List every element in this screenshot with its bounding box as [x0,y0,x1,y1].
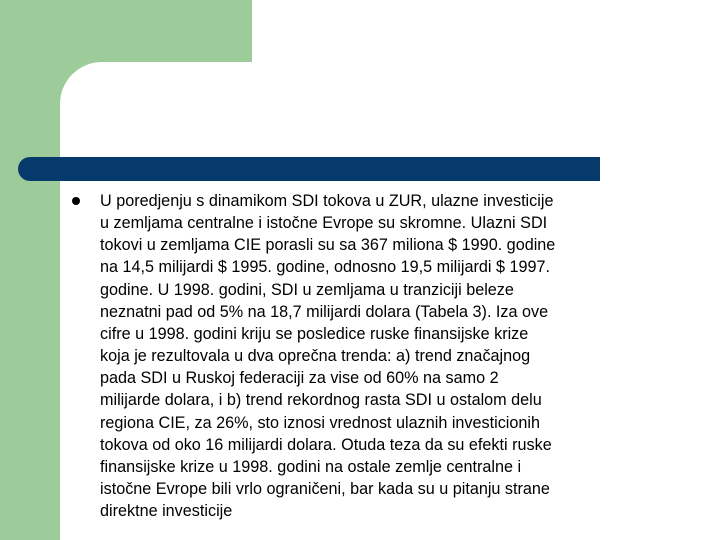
title-bar [18,157,600,181]
bullet-item [72,190,672,522]
bullet-dot-icon [72,197,80,205]
slide-content [72,190,672,522]
bullet-text: U poredjenju s dinamikom SDI tokova u ZUR, ulazne investicije u zemljama centralne i istočne Evrope su skromne. Ulazni SDI tokovi u zemljama CIE porasli su sa 367 miliona $ 1990. godine na 14,5 milijardi $ 1995. godine, odnosno 19,5 milijardi $ 1997. godine. U 1998. godini, SDI u zemljama u tranziciji beleze neznatni pad od 5% na 18,7 milijardi dolara (Tabela 3). Iza ove cifre u 1998. godini kriju se posledice ruske finansijske krize koja je rezultovala u dva oprečna trenda: a) trend značajnog pada SDI u Ruskoj federaciji za vise od 60% na samo 2 milijarde dolara, i b) trend rekordnog rasta SDI u ostalom delu regiona CIE, za 26%, sto iznosi vrednost ulaznih investicionih tokova od oko 16 milijardi dolara. Otuda teza da su efekti ruske finansijske krize u 1998. godini na ostale zemlje centralne i istočne Evrope bili vrlo ograničeni, bar kada su u pitanju strane direktne investicije [100,192,556,521]
